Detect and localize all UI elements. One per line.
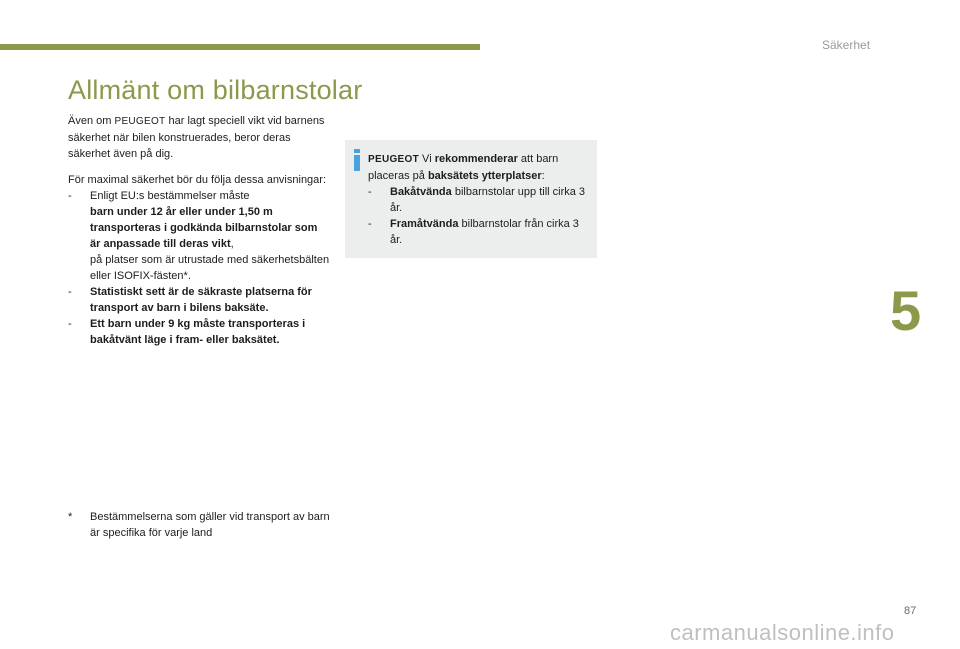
list-item: - Enligt EU:s bestämmelser måste barn under 12 år eller under 1,50 m transporteras i godkända bilbarnstolar som är anpassade till deras vikt, på platser som är utrustade med säkerhetsbälten eller ISOFIX-fästen*.	[68, 190, 330, 282]
advice-lead: För maximal säkerhet bör du följa dessa anvisningar:	[68, 174, 327, 186]
info-list	[368, 184, 594, 248]
list-item: - Bakåtvända bilbarnstolar upp till cirka 3 år.	[368, 186, 586, 214]
page-number: 87	[904, 605, 917, 617]
watermark-text: carmanualsonline.info	[670, 620, 895, 645]
info-icon	[353, 149, 361, 171]
header-accent-bar	[0, 44, 480, 50]
brand-name: PEUGEOT	[368, 154, 419, 165]
list-item: - Ett barn under 9 kg måste transporteras i bakåtvänt läge i fram- eller baksätet.	[68, 318, 306, 346]
advice-list	[68, 188, 330, 348]
section-label: Säkerhet	[822, 38, 871, 52]
info-box	[345, 140, 597, 258]
list-item: - Statistiskt sett är de säkraste platserna för transport av barn i bilens baksäte.	[68, 286, 312, 314]
brand-name: PEUGEOT	[114, 116, 166, 127]
chapter-number: 5	[890, 279, 922, 342]
footnote: * Bestämmelserna som gäller vid transport av barn är specifika för varje land	[68, 511, 330, 539]
info-content	[368, 151, 594, 248]
info-recommendation: PEUGEOT Vi rekommenderar att barn placeras på baksätets ytterplatser:	[368, 153, 559, 182]
page-title: Allmänt om bilbarnstolar	[68, 75, 363, 105]
main-text-column	[68, 113, 330, 348]
list-item: - Framåtvända bilbarnstolar från cirka 3 år.	[368, 218, 579, 246]
intro-paragraph: Även om PEUGEOT har lagt speciell vikt vid barnens säkerhet när bilen konstruerades, beror deras säkerhet även på dig.	[68, 115, 325, 160]
